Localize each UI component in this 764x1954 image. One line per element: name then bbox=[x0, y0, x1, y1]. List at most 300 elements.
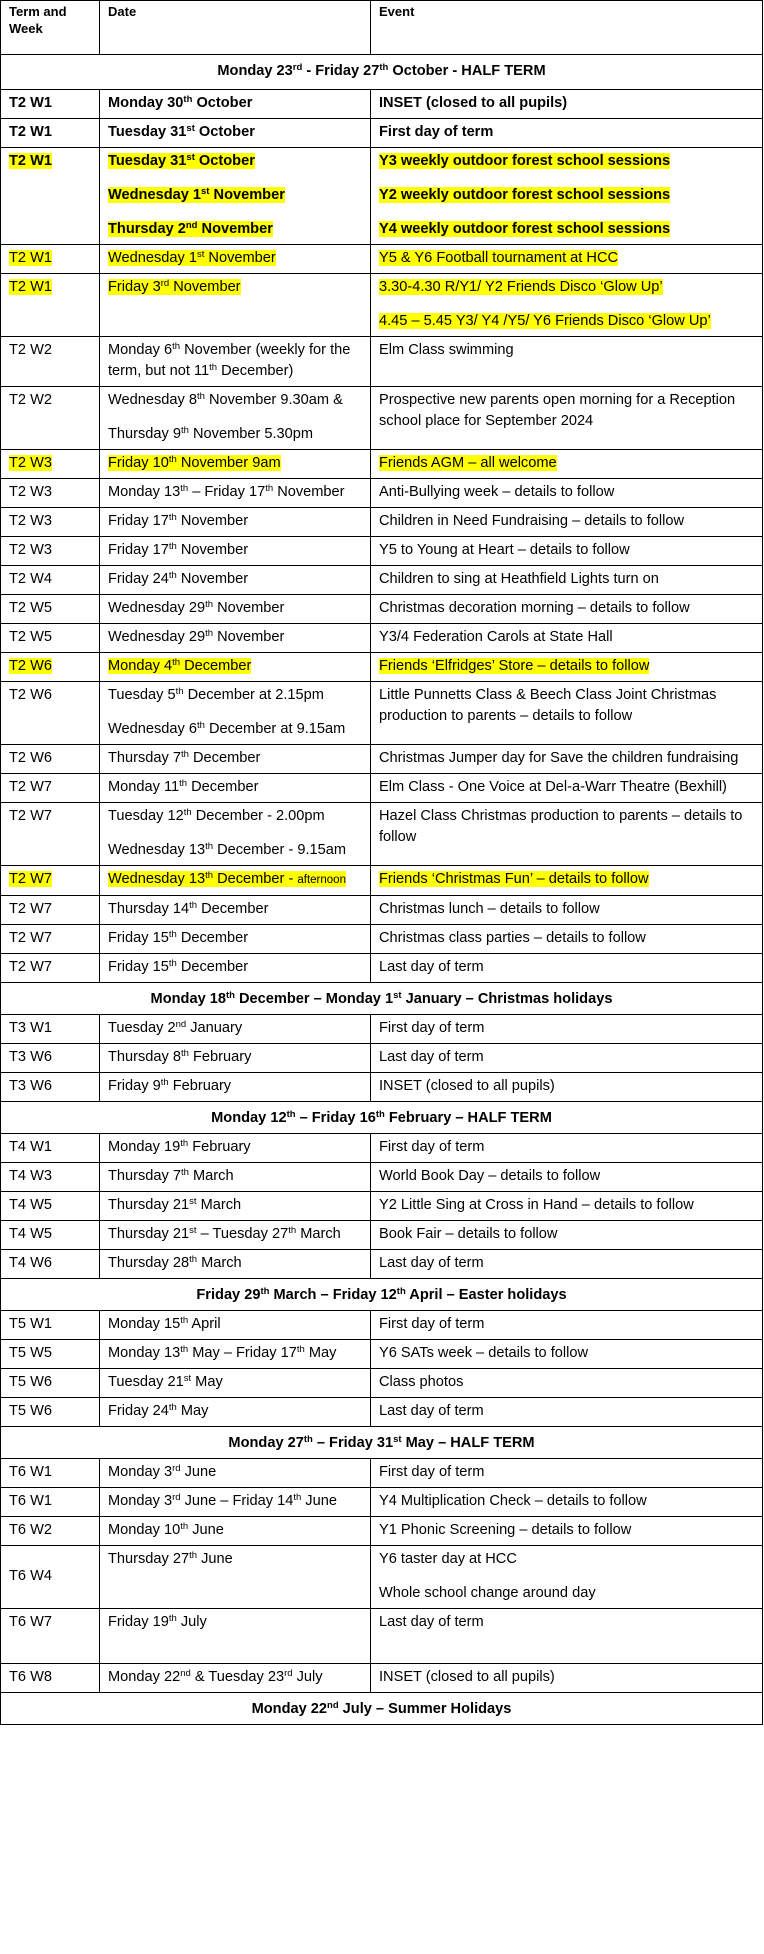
event-text: Y3/4 Federation Carols at State Hall bbox=[379, 629, 613, 645]
term-week-label: T5 W5 bbox=[9, 1345, 52, 1361]
table-row bbox=[1, 1044, 763, 1073]
date-text: Friday 10th November 9am bbox=[108, 454, 281, 471]
term-week-cell bbox=[1, 508, 100, 537]
date-text: Tuesday 21st May bbox=[108, 1373, 223, 1390]
term-week-cell bbox=[1, 119, 100, 148]
event-cell bbox=[371, 896, 763, 925]
term-week-cell bbox=[1, 148, 100, 245]
event-text: Friends ‘Elfridges’ Store – details to follow bbox=[379, 658, 650, 674]
event-cell bbox=[371, 803, 763, 866]
date-cell bbox=[100, 479, 371, 508]
date-cell bbox=[100, 566, 371, 595]
term-week-cell bbox=[1, 1311, 100, 1340]
date-text: Monday 3rd June bbox=[108, 1463, 217, 1480]
date-cell bbox=[100, 1163, 371, 1192]
term-week-label: T2 W6 bbox=[9, 658, 52, 674]
table-row bbox=[1, 1459, 763, 1488]
event-cell bbox=[371, 1134, 763, 1163]
term-week-cell bbox=[1, 653, 100, 682]
date-cell bbox=[100, 1221, 371, 1250]
event-text: Last day of term bbox=[379, 959, 484, 975]
event-cell bbox=[371, 1015, 763, 1044]
date-text: Friday 24th May bbox=[108, 1402, 209, 1419]
header-date: Date bbox=[100, 1, 371, 55]
date-text: Monday 13th – Friday 17th November bbox=[108, 483, 345, 500]
table-row bbox=[1, 1546, 763, 1609]
event-cell bbox=[371, 566, 763, 595]
event-cell bbox=[371, 1609, 763, 1664]
date-text: Monday 6th November (weekly for the term, but not 11th December) bbox=[108, 341, 351, 379]
date-text: Tuesday 31st October bbox=[108, 123, 255, 140]
term-week-label: T2 W2 bbox=[9, 392, 52, 408]
term-week-cell bbox=[1, 1163, 100, 1192]
date-cell bbox=[100, 1398, 371, 1427]
term-week-label: T2 W1 bbox=[9, 95, 52, 111]
event-text: INSET (closed to all pupils) bbox=[379, 1078, 555, 1094]
event-text: Y4 Multiplication Check – details to follow bbox=[379, 1493, 647, 1509]
date-cell bbox=[100, 245, 371, 274]
date-cell bbox=[100, 1664, 371, 1693]
date-text: Wednesday 13th December - 9.15am bbox=[108, 841, 347, 858]
table-row bbox=[1, 148, 763, 245]
table-row bbox=[1, 1192, 763, 1221]
event-text: Christmas Jumper day for Save the children fundraising bbox=[379, 750, 739, 766]
table-row bbox=[1, 624, 763, 653]
term-week-cell bbox=[1, 1488, 100, 1517]
term-week-label: T5 W6 bbox=[9, 1403, 52, 1419]
term-week-cell bbox=[1, 866, 100, 896]
table-row bbox=[1, 745, 763, 774]
term-week-cell bbox=[1, 450, 100, 479]
event-text: Last day of term bbox=[379, 1255, 484, 1271]
term-week-label: T4 W5 bbox=[9, 1197, 52, 1213]
event-cell bbox=[371, 1517, 763, 1546]
table-row bbox=[1, 1250, 763, 1279]
event-cell bbox=[371, 745, 763, 774]
date-text: Tuesday 12th December - 2.00pm bbox=[108, 807, 325, 824]
term-week-label: T2 W1 bbox=[9, 124, 52, 140]
event-text: Friends ‘Christmas Fun’ – details to follow bbox=[379, 871, 649, 887]
table-row bbox=[1, 1015, 763, 1044]
event-cell bbox=[371, 1488, 763, 1517]
date-text: Friday 19th July bbox=[108, 1613, 207, 1630]
table-row bbox=[1, 866, 763, 896]
table-row bbox=[1, 653, 763, 682]
date-cell bbox=[100, 90, 371, 119]
table-row bbox=[1, 1134, 763, 1163]
event-text: First day of term bbox=[379, 1139, 485, 1155]
term-week-cell bbox=[1, 896, 100, 925]
date-cell bbox=[100, 1015, 371, 1044]
event-text: First day of term bbox=[379, 1464, 485, 1480]
term-week-cell bbox=[1, 1340, 100, 1369]
date-text: Thursday 28th March bbox=[108, 1254, 242, 1271]
event-cell bbox=[371, 624, 763, 653]
event-text: First day of term bbox=[379, 1020, 485, 1036]
date-text: Monday 22nd & Tuesday 23rd July bbox=[108, 1668, 323, 1685]
term-week-label: T2 W4 bbox=[9, 571, 52, 587]
term-week-cell bbox=[1, 1015, 100, 1044]
table-row bbox=[1, 537, 763, 566]
table-row bbox=[1, 954, 763, 983]
date-text: Thursday 7th December bbox=[108, 749, 261, 766]
term-week-label: T4 W5 bbox=[9, 1226, 52, 1242]
term-week-label: T6 W1 bbox=[9, 1493, 52, 1509]
event-text: Children to sing at Heathfield Lights turn on bbox=[379, 571, 659, 587]
term-week-label: T2 W6 bbox=[9, 750, 52, 766]
term-week-label: T2 W1 bbox=[9, 153, 52, 169]
table-row bbox=[1, 1369, 763, 1398]
event-text: First day of term bbox=[379, 1316, 485, 1332]
table-row bbox=[1, 595, 763, 624]
term-week-cell bbox=[1, 537, 100, 566]
term-week-label: T3 W1 bbox=[9, 1020, 52, 1036]
date-text: Thursday 9th November 5.30pm bbox=[108, 425, 314, 442]
term-week-label: T2 W7 bbox=[9, 871, 52, 887]
table-row bbox=[1, 1517, 763, 1546]
term-week-label: T4 W6 bbox=[9, 1255, 52, 1271]
event-text: Elm Class - One Voice at Del-a-Warr Theatre (Bexhill) bbox=[379, 779, 727, 795]
table-body bbox=[1, 1, 763, 1725]
table-row bbox=[1, 387, 763, 450]
term-week-cell bbox=[1, 774, 100, 803]
event-text: Y4 weekly outdoor forest school sessions bbox=[379, 221, 671, 237]
event-text: Y6 taster day at HCC bbox=[379, 1551, 517, 1567]
date-cell bbox=[100, 1609, 371, 1664]
table-row bbox=[1, 566, 763, 595]
event-cell bbox=[371, 1250, 763, 1279]
term-week-cell bbox=[1, 803, 100, 866]
table-row bbox=[1, 1488, 763, 1517]
date-cell bbox=[100, 1250, 371, 1279]
holiday-banner-row bbox=[1, 1693, 763, 1725]
event-text: World Book Day – details to follow bbox=[379, 1168, 601, 1184]
date-cell bbox=[100, 624, 371, 653]
term-week-cell bbox=[1, 745, 100, 774]
event-cell bbox=[371, 866, 763, 896]
event-text: Prospective new parents open morning for a Reception school place for September 2024 bbox=[379, 392, 736, 429]
date-text: Tuesday 31st October bbox=[108, 152, 255, 169]
date-text: Monday 15th April bbox=[108, 1315, 221, 1332]
holiday-banner-row bbox=[1, 55, 763, 90]
holiday-banner-text: Monday 18th December – Monday 1st January – Christmas holidays bbox=[1, 983, 763, 1015]
date-cell bbox=[100, 774, 371, 803]
date-text: Wednesday 6th December at 9.15am bbox=[108, 720, 346, 737]
term-week-label: T2 W5 bbox=[9, 600, 52, 616]
date-text: Wednesday 29th November bbox=[108, 628, 285, 645]
event-text: Y1 Phonic Screening – details to follow bbox=[379, 1522, 632, 1538]
term-week-label: T2 W6 bbox=[9, 687, 52, 703]
date-cell bbox=[100, 925, 371, 954]
date-text: Thursday 8th February bbox=[108, 1048, 252, 1065]
term-week-cell bbox=[1, 1192, 100, 1221]
event-text: Last day of term bbox=[379, 1403, 484, 1419]
term-week-label: T2 W7 bbox=[9, 959, 52, 975]
term-week-label: T4 W3 bbox=[9, 1168, 52, 1184]
header-event: Event bbox=[371, 1, 763, 55]
date-text: Monday 19th February bbox=[108, 1138, 251, 1155]
term-week-cell bbox=[1, 1664, 100, 1693]
date-cell bbox=[100, 1488, 371, 1517]
event-cell bbox=[371, 1221, 763, 1250]
date-text: Thursday 27th June bbox=[108, 1550, 233, 1567]
event-cell bbox=[371, 1546, 763, 1609]
event-text: 3.30-4.30 R/Y1/ Y2 Friends Disco ‘Glow Up’ bbox=[379, 279, 663, 295]
event-text: Class photos bbox=[379, 1374, 464, 1390]
event-cell bbox=[371, 119, 763, 148]
term-week-label: T2 W3 bbox=[9, 542, 52, 558]
event-cell bbox=[371, 925, 763, 954]
holiday-banner-row bbox=[1, 1427, 763, 1459]
term-week-cell bbox=[1, 1134, 100, 1163]
event-cell bbox=[371, 1340, 763, 1369]
term-week-cell bbox=[1, 1517, 100, 1546]
term-week-cell bbox=[1, 1221, 100, 1250]
term-week-label: T2 W7 bbox=[9, 901, 52, 917]
event-text: Elm Class swimming bbox=[379, 342, 514, 358]
event-text: Y5 to Young at Heart – details to follow bbox=[379, 542, 630, 558]
event-cell bbox=[371, 954, 763, 983]
table-row bbox=[1, 245, 763, 274]
event-cell bbox=[371, 682, 763, 745]
table-row bbox=[1, 1311, 763, 1340]
date-cell bbox=[100, 537, 371, 566]
table-row bbox=[1, 1664, 763, 1693]
holiday-banner-text: Monday 27th – Friday 31st May – HALF TERM bbox=[1, 1427, 763, 1459]
holiday-banner-text: Friday 29th March – Friday 12th April – Easter holidays bbox=[1, 1279, 763, 1311]
table-row bbox=[1, 896, 763, 925]
term-week-cell bbox=[1, 682, 100, 745]
term-week-cell bbox=[1, 1044, 100, 1073]
date-text: Tuesday 2nd January bbox=[108, 1019, 243, 1036]
header-term-week: Term and Week bbox=[1, 1, 100, 55]
table-row bbox=[1, 508, 763, 537]
event-text: Christmas lunch – details to follow bbox=[379, 901, 600, 917]
table-row bbox=[1, 1340, 763, 1369]
holiday-banner-text: Monday 23rd - Friday 27th October - HALF TERM bbox=[1, 55, 763, 90]
term-week-label: T6 W1 bbox=[9, 1464, 52, 1480]
date-cell bbox=[100, 1044, 371, 1073]
term-week-cell bbox=[1, 624, 100, 653]
term-week-cell bbox=[1, 566, 100, 595]
date-text: Wednesday 1st November bbox=[108, 249, 276, 266]
event-text: Book Fair – details to follow bbox=[379, 1226, 558, 1242]
event-cell bbox=[371, 245, 763, 274]
event-cell bbox=[371, 274, 763, 337]
table-row bbox=[1, 774, 763, 803]
date-cell bbox=[100, 1546, 371, 1609]
event-cell bbox=[371, 1398, 763, 1427]
date-text: Friday 15th December bbox=[108, 929, 249, 946]
event-text: Christmas decoration morning – details to follow bbox=[379, 600, 690, 616]
term-week-label: T2 W3 bbox=[9, 484, 52, 500]
term-week-cell bbox=[1, 479, 100, 508]
date-text: Thursday 7th March bbox=[108, 1167, 234, 1184]
event-cell bbox=[371, 1311, 763, 1340]
event-text: Anti-Bullying week – details to follow bbox=[379, 484, 615, 500]
event-cell bbox=[371, 1163, 763, 1192]
event-text: INSET (closed to all pupils) bbox=[379, 1669, 555, 1685]
date-text: Thursday 21st – Tuesday 27th March bbox=[108, 1225, 341, 1242]
event-cell bbox=[371, 148, 763, 245]
date-cell bbox=[100, 653, 371, 682]
term-week-cell bbox=[1, 387, 100, 450]
term-week-label: T2 W7 bbox=[9, 930, 52, 946]
term-week-label: T2 W1 bbox=[9, 250, 52, 266]
event-text: Y3 weekly outdoor forest school sessions bbox=[379, 153, 671, 169]
date-cell bbox=[100, 896, 371, 925]
term-week-cell bbox=[1, 1546, 100, 1609]
event-text: First day of term bbox=[379, 124, 494, 140]
event-text: Y2 weekly outdoor forest school sessions bbox=[379, 187, 671, 203]
event-cell bbox=[371, 1192, 763, 1221]
date-text: Wednesday 1st November bbox=[108, 186, 285, 203]
table-row bbox=[1, 274, 763, 337]
term-week-label: T5 W1 bbox=[9, 1316, 52, 1332]
date-text: Monday 11th December bbox=[108, 778, 259, 795]
event-cell bbox=[371, 1664, 763, 1693]
term-week-cell bbox=[1, 1369, 100, 1398]
holiday-banner-row bbox=[1, 983, 763, 1015]
term-week-label: T2 W7 bbox=[9, 779, 52, 795]
date-text: Wednesday 8th November 9.30am & bbox=[108, 391, 343, 408]
date-cell bbox=[100, 337, 371, 387]
term-week-cell bbox=[1, 1250, 100, 1279]
event-text: Last day of term bbox=[379, 1049, 484, 1065]
event-cell bbox=[371, 387, 763, 450]
date-text: Thursday 14th December bbox=[108, 900, 269, 917]
date-text: Monday 30th October bbox=[108, 94, 253, 111]
term-week-cell bbox=[1, 90, 100, 119]
holiday-banner-row bbox=[1, 1279, 763, 1311]
date-cell bbox=[100, 274, 371, 337]
date-cell bbox=[100, 803, 371, 866]
date-cell bbox=[100, 387, 371, 450]
term-week-cell bbox=[1, 245, 100, 274]
date-cell bbox=[100, 1134, 371, 1163]
term-week-label: T5 W6 bbox=[9, 1374, 52, 1390]
holiday-banner-text: Monday 12th – Friday 16th February – HALF TERM bbox=[1, 1102, 763, 1134]
term-week-cell bbox=[1, 1459, 100, 1488]
date-cell bbox=[100, 595, 371, 624]
date-text: Friday 15th December bbox=[108, 958, 249, 975]
table-row bbox=[1, 803, 763, 866]
date-cell bbox=[100, 1340, 371, 1369]
term-week-cell bbox=[1, 274, 100, 337]
event-text: Friends AGM – all welcome bbox=[379, 455, 557, 471]
event-cell bbox=[371, 1073, 763, 1102]
event-text: Hazel Class Christmas production to parents – details to follow bbox=[379, 808, 743, 845]
term-week-label: T4 W1 bbox=[9, 1139, 52, 1155]
table-row bbox=[1, 1073, 763, 1102]
event-text: Little Punnetts Class & Beech Class Joint Christmas production to parents – details to follow bbox=[379, 687, 717, 724]
term-week-label: T2 W7 bbox=[9, 808, 52, 824]
date-text: Thursday 2nd November bbox=[108, 220, 273, 237]
event-cell bbox=[371, 1044, 763, 1073]
event-text: Children in Need Fundraising – details to follow bbox=[379, 513, 685, 529]
term-week-cell bbox=[1, 337, 100, 387]
table-row bbox=[1, 90, 763, 119]
date-text: Thursday 21st March bbox=[108, 1196, 242, 1213]
date-cell bbox=[100, 148, 371, 245]
term-week-cell bbox=[1, 1398, 100, 1427]
date-cell bbox=[100, 1369, 371, 1398]
table-header-row bbox=[1, 1, 763, 55]
event-cell bbox=[371, 774, 763, 803]
date-cell bbox=[100, 866, 371, 896]
table-row bbox=[1, 1609, 763, 1664]
event-text: Whole school change around day bbox=[379, 1585, 596, 1601]
event-cell bbox=[371, 595, 763, 624]
term-week-label: T6 W8 bbox=[9, 1669, 52, 1685]
table-row bbox=[1, 925, 763, 954]
date-cell bbox=[100, 682, 371, 745]
term-week-cell bbox=[1, 925, 100, 954]
term-week-cell bbox=[1, 1073, 100, 1102]
term-week-cell bbox=[1, 954, 100, 983]
table-row bbox=[1, 1398, 763, 1427]
table-row bbox=[1, 1163, 763, 1192]
holiday-banner-text: Monday 22nd July – Summer Holidays bbox=[1, 1693, 763, 1725]
event-text: 4.45 – 5.45 Y3/ Y4 /Y5/ Y6 Friends Disco ‘Glow Up’ bbox=[379, 313, 711, 329]
event-cell bbox=[371, 479, 763, 508]
event-cell bbox=[371, 337, 763, 387]
term-week-label: T2 W1 bbox=[9, 279, 52, 295]
date-cell bbox=[100, 1192, 371, 1221]
date-text: Friday 24th November bbox=[108, 570, 249, 587]
date-cell bbox=[100, 745, 371, 774]
table-row bbox=[1, 337, 763, 387]
table-row bbox=[1, 450, 763, 479]
term-week-label: T2 W3 bbox=[9, 513, 52, 529]
event-cell bbox=[371, 450, 763, 479]
date-cell bbox=[100, 1459, 371, 1488]
term-week-label: T6 W7 bbox=[9, 1614, 52, 1630]
table-row bbox=[1, 682, 763, 745]
holiday-banner-row bbox=[1, 1102, 763, 1134]
event-cell bbox=[371, 653, 763, 682]
event-text: Christmas class parties – details to follow bbox=[379, 930, 646, 946]
date-text: Monday 3rd June – Friday 14th June bbox=[108, 1492, 337, 1509]
date-text: Friday 9th February bbox=[108, 1077, 232, 1094]
term-week-label: T6 W2 bbox=[9, 1522, 52, 1538]
date-cell bbox=[100, 1311, 371, 1340]
term-week-label: T3 W6 bbox=[9, 1049, 52, 1065]
event-text: Y2 Little Sing at Cross in Hand – details to follow bbox=[379, 1197, 694, 1213]
date-cell bbox=[100, 1073, 371, 1102]
date-cell bbox=[100, 954, 371, 983]
term-week-label: T2 W2 bbox=[9, 342, 52, 358]
date-text: Wednesday 29th November bbox=[108, 599, 285, 616]
event-cell bbox=[371, 90, 763, 119]
term-week-label: T2 W3 bbox=[9, 455, 52, 471]
event-cell bbox=[371, 1459, 763, 1488]
date-text: Monday 10th June bbox=[108, 1521, 224, 1538]
term-week-label: T2 W5 bbox=[9, 629, 52, 645]
date-cell bbox=[100, 1517, 371, 1546]
date-text: Friday 17th November bbox=[108, 541, 249, 558]
event-text: Y5 & Y6 Football tournament at HCC bbox=[379, 250, 619, 266]
date-text: Tuesday 5th December at 2.15pm bbox=[108, 686, 324, 703]
date-cell bbox=[100, 119, 371, 148]
event-cell bbox=[371, 1369, 763, 1398]
term-week-cell bbox=[1, 1609, 100, 1664]
date-text: Friday 17th November bbox=[108, 512, 249, 529]
table-row bbox=[1, 119, 763, 148]
date-text: Friday 3rd November bbox=[108, 278, 241, 295]
event-text: Y6 SATs week – details to follow bbox=[379, 1345, 589, 1361]
event-text: Last day of term bbox=[379, 1614, 484, 1630]
